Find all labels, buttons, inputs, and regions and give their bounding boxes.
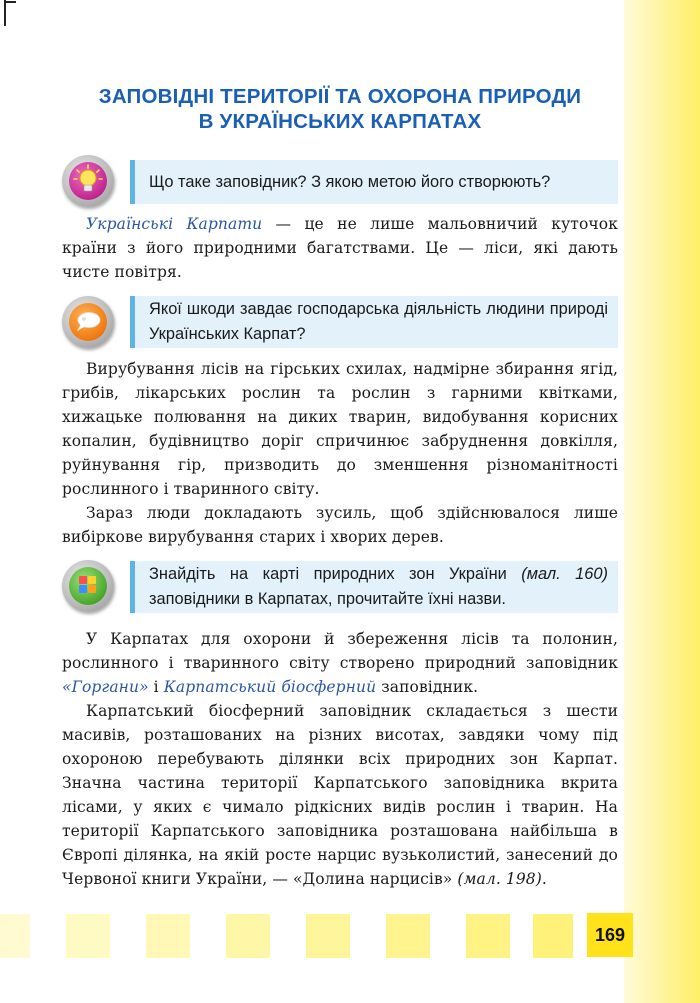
paragraph-3-text: Зараз люди докладають зусиль, щоб здійснювалося лише вибіркове вирубування старих і хворих дерев. (62, 504, 618, 546)
lightbulb-icon (62, 155, 114, 207)
title-line-2: В УКРАЇНСЬКИХ КАРПАТАХ (198, 110, 482, 133)
decor-square (466, 914, 510, 958)
paragraph-5-text: Карпатський біосферний заповідник складається з шести масивів, розташованих на різних висотах, завдяки чому під охороною перебувають ділянки всіх природних зон Карпат. Значна частина території Карпатського заповідника вкрита лісами, у яких є чимало рідкісних видів рослин і тварин. На території Карпатського заповідника розташована найбільша в Європі ділянка, на якій росте нарцис вузьколистий, занесений до Червоної книги України, — «Долина нарцисів» (мал. 198). (62, 702, 618, 888)
task-figure-ref: (мал. 160) (521, 565, 608, 583)
term-gorgany: «Горгани» (62, 678, 149, 696)
puzzle-icon (62, 560, 114, 612)
decor-square (0, 914, 30, 958)
term-carpathian-biosphere: Карпатський біосферний (163, 678, 377, 696)
decor-square (226, 914, 270, 958)
paragraph-2-text: Вирубування лісів на гірських схилах, надмірне збирання ягід, грибів, лікарських рослин та рослин з гарними квітками, хижацьке полювання на диких тварин, видобування корисних копалин, будівництво доріг спричинює забруднення довкілля, руйнування гір, призводить до зменшення різноманітності рослинного і тваринного світу. (62, 360, 618, 498)
question-box-1 (130, 160, 618, 204)
page-number: 169 (587, 913, 633, 957)
decor-square (66, 914, 110, 958)
paragraph-1 (62, 212, 618, 284)
term-ukrainian-carpathians: Українські Карпати (86, 215, 263, 233)
task-text: Знайдіть на карті природних зон України (мал. 160) заповідники в Карпатах, прочитайте їхні назви. (149, 565, 608, 608)
decor-square (146, 914, 190, 958)
decor-square (306, 914, 350, 958)
question-box-2 (130, 296, 618, 348)
paragraph-1-text: — це не лише мальовничий куточок країни з його природними багатствами. Це — ліси, які дають чисте повітря. (62, 215, 618, 281)
decor-square (533, 914, 573, 958)
figure-ref-198: (мал. 198) (457, 870, 542, 888)
crop-mark (4, 1, 16, 3)
title-line-1: ЗАПОВІДНІ ТЕРИТОРІЇ ТА ОХОРОНА ПРИРОДИ (98, 85, 582, 108)
speech-bubble-icon (62, 296, 114, 348)
paragraph-4: У Карпатах для охорони й збереження лісів та полонин, рослинного і тваринного світу створено природний заповідник «Горгани» і Карпатський біосферний заповідник. Карпатський біосферний заповідник складається з шести масивів, розташованих на різних висотах, завдяки чому під охороною перебувають ділянки всіх природних зон Карпат. Значна частина території Карпатського заповідника вкрита лісами, у яких є чимало рідкісних видів рослин і тварин. На території Карпатського заповідника розташована найбільша в Європі ділянка, на якій росте нарцис вузьколистий, занесений до Червоної книги України, — «Долина нарцисів» (мал. 198). (62, 627, 618, 891)
decor-square (386, 914, 430, 958)
task-box (130, 561, 618, 613)
question-2-text: Якої шкоди завдає господарська діяльність людини природі Українських Карпат? (149, 300, 608, 343)
page-title (60, 84, 620, 134)
crop-mark (4, 0, 6, 26)
page-side-band (624, 0, 700, 1003)
question-1-text: Що таке заповідник? З якою метою його створюють? (149, 172, 551, 191)
paragraph-2 (62, 357, 618, 549)
